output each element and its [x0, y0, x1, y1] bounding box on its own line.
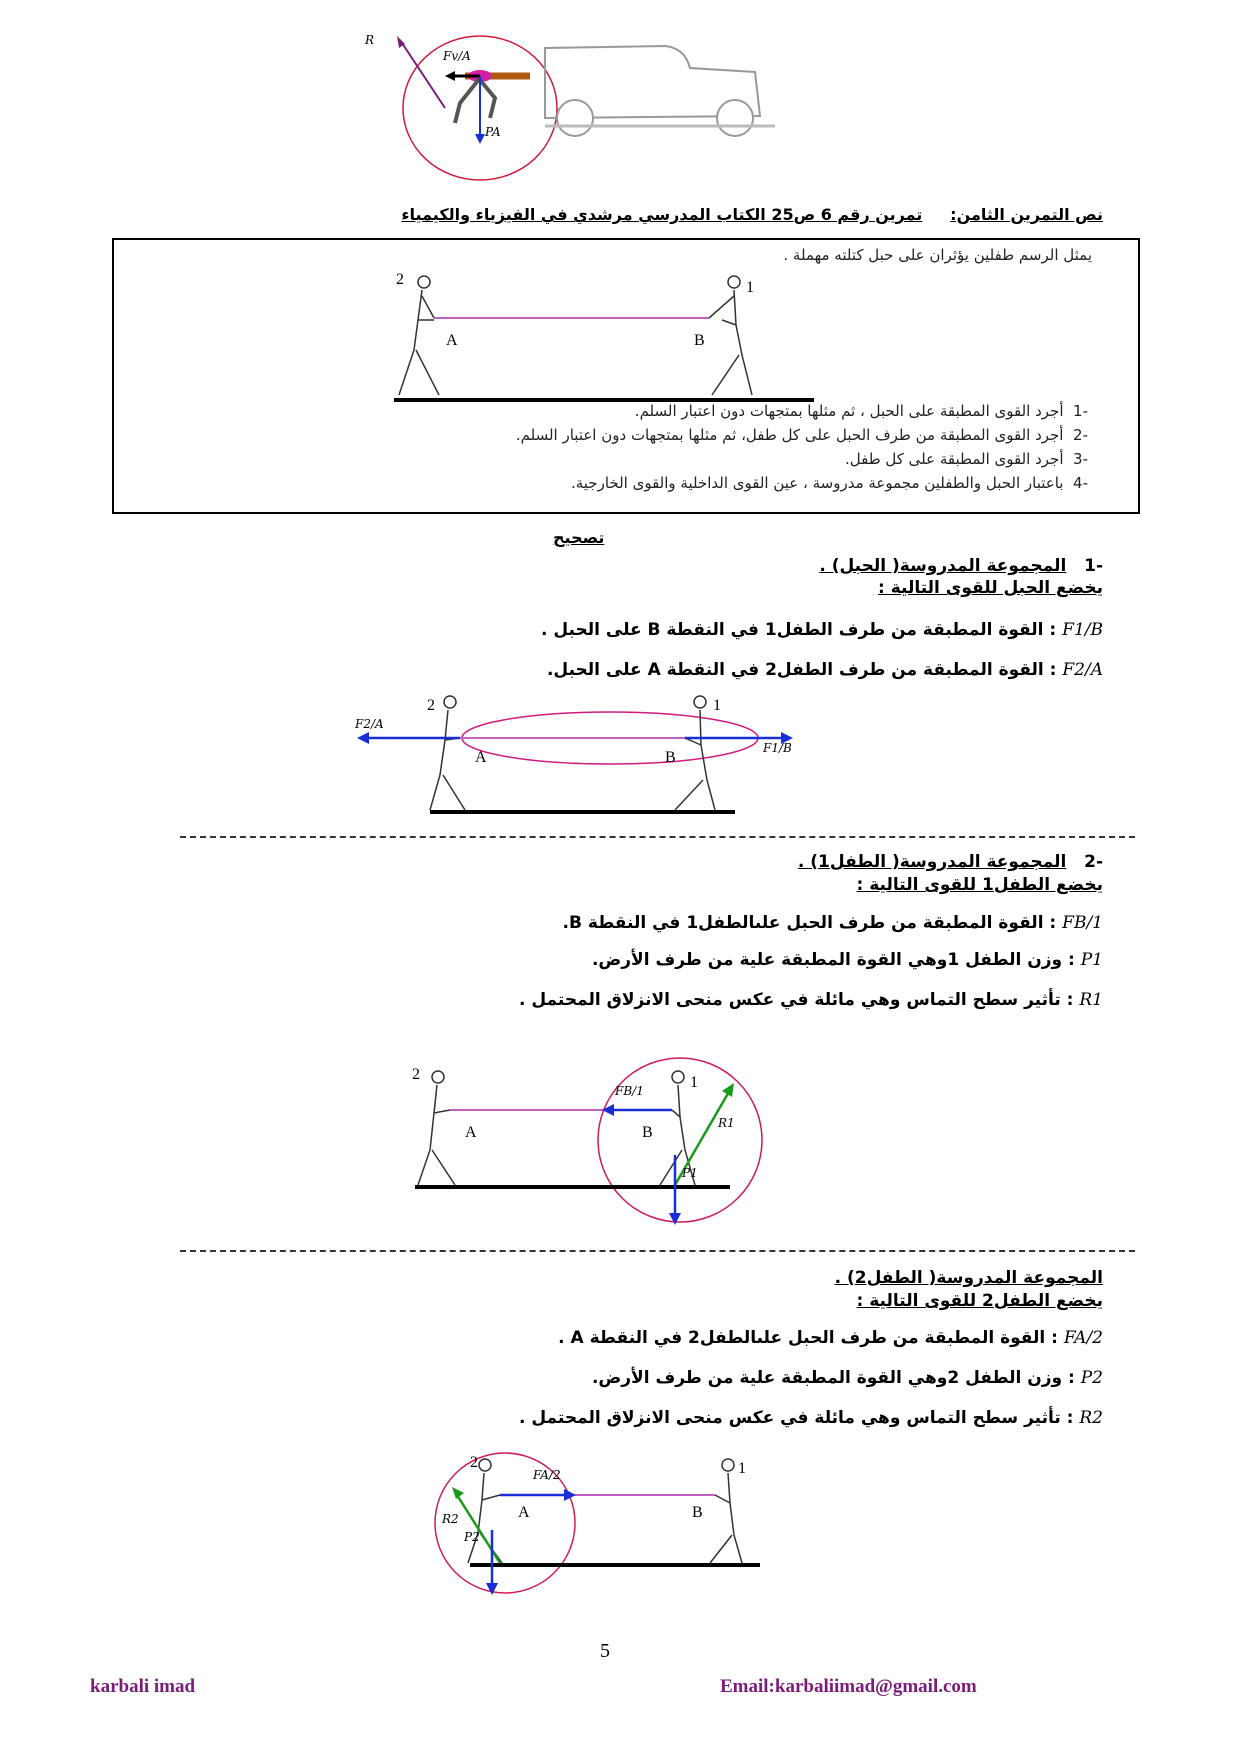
part1-subject: يخضع الحبل للقوى التالية : [877, 578, 1103, 598]
figure-rope-forces [345, 690, 835, 820]
fig2-point-a: A [465, 1124, 477, 1141]
fig1-left-label: F2/A [355, 717, 384, 731]
separator-1 [180, 836, 1135, 838]
fig3-point-b: B [692, 1504, 703, 1521]
fig3-point-a: A [518, 1504, 530, 1521]
part3-system: المجموعة المدروسة( الطفل2) . [834, 1268, 1103, 1288]
fig1-point-a: A [475, 749, 487, 766]
fig1-point-b: B [665, 749, 676, 766]
part1-system: -1 المجموعة المدروسة( الحبل) . [819, 556, 1103, 576]
fig2-kid2: 2 [412, 1066, 420, 1083]
fig3-f-label: FA/2 [533, 1468, 561, 1482]
fig0-kid1: 1 [746, 279, 754, 296]
footer-email: Email:karbaliimad@gmail.com [720, 1676, 977, 1697]
question-1: -1 أجرد القوى المطبقة على الحبل ، ثم مثلها بمتجهات دون اعتبار السلم. [634, 402, 1088, 420]
part2-subject: يخضع الطفل1 للقوى التالية : [856, 875, 1103, 895]
part2-force-2: P1 : وزن الطفل 1وهي القوة المطبقة علية من طرف الأرض. [591, 950, 1103, 970]
exercise-title-text: تمرين رقم 6 ص25 الكتاب المدرسي مرشدي في الفيزياء والكيمياء [401, 205, 923, 224]
question-4: -4 باعتبار الحبل والطفلين مجموعة مدروسة ، عين القوى الداخلية والقوى الخارجية. [570, 474, 1088, 492]
fig1-kid2: 2 [427, 697, 435, 714]
page-number: 5 [600, 1640, 610, 1662]
exercise-statement: يمثل الرسم طفلين يؤثران على حبل كتلته مهملة . [783, 246, 1092, 264]
fig1-right-label: F1/B [763, 741, 792, 755]
part2-force-3: R1 : تأثير سطح التماس وهي مائلة في عكس منحى الانزلاق المحتمل . [518, 990, 1103, 1010]
part2-force-1: FB/1 : القوة المطبقة من طرف الحبل علىالطفل1 في النقطة B. [562, 913, 1103, 933]
fig2-kid1: 1 [690, 1074, 698, 1091]
figure-kid1-forces [410, 1055, 790, 1230]
figure-kid2-forces [430, 1445, 770, 1605]
exercise-figure [394, 270, 814, 410]
question-2: -2 أجرد القوى المطبقة من طرف الحبل على كل طفل، ثم مثلها بمتجهات دون اعتبار السلم. [515, 426, 1088, 444]
top-f-label: Fv/A [443, 49, 471, 63]
footer-author: karbali imad [90, 1676, 196, 1697]
fig3-p-label: P2 [464, 1530, 480, 1544]
fig2-f-label: FB/1 [615, 1084, 644, 1098]
part3-force-1: FA/2 : القوة المطبقة من طرف الحبل علىالطفل2 في النقطة A . [558, 1328, 1103, 1348]
fig0-point-a: A [446, 332, 458, 349]
fig3-r-label: R2 [442, 1512, 459, 1526]
fig0-kid2: 2 [396, 271, 404, 288]
part1-force-1: F1/B : القوة المطبقة من طرف الطفل1 في النقطة B على الحبل . [541, 620, 1103, 640]
part1-force-2: F2/A : القوة المطبقة من طرف الطفل2 في النقطة A على الحبل. [546, 660, 1103, 680]
fig0-point-b: B [694, 332, 705, 349]
fig3-kid1: 1 [738, 1460, 746, 1477]
top-p-label: PA [485, 125, 501, 139]
fig1-kid1: 1 [713, 697, 721, 714]
exercise-title-label: نص التمرين الثامن: [950, 205, 1103, 224]
separator-2 [180, 1250, 1135, 1252]
top-figure-person-car [365, 28, 780, 178]
fig2-p-label: P1 [682, 1166, 698, 1180]
exercise-title [401, 205, 1103, 224]
part3-force-3: R2 : تأثير سطح التماس وهي مائلة في عكس منحى الانزلاق المحتمل . [518, 1408, 1103, 1428]
question-3: -3 أجرد القوى المطبقة على كل طفل. [844, 450, 1088, 468]
fig2-point-b: B [642, 1124, 653, 1141]
correction-title: تصحيح [553, 528, 605, 547]
fig3-kid2: 2 [470, 1454, 478, 1471]
fig2-r-label: R1 [718, 1116, 735, 1130]
top-r-label: R [365, 33, 375, 47]
part2-system: -2 المجموعة المدروسة( الطفل1) . [797, 852, 1103, 872]
part3-subject: يخضع الطفل2 للقوى التالية : [856, 1291, 1103, 1311]
part3-force-2: P2 : وزن الطفل 2وهي القوة المطبقة علية من طرف الأرض. [591, 1368, 1103, 1388]
exercise-box [112, 238, 1140, 514]
